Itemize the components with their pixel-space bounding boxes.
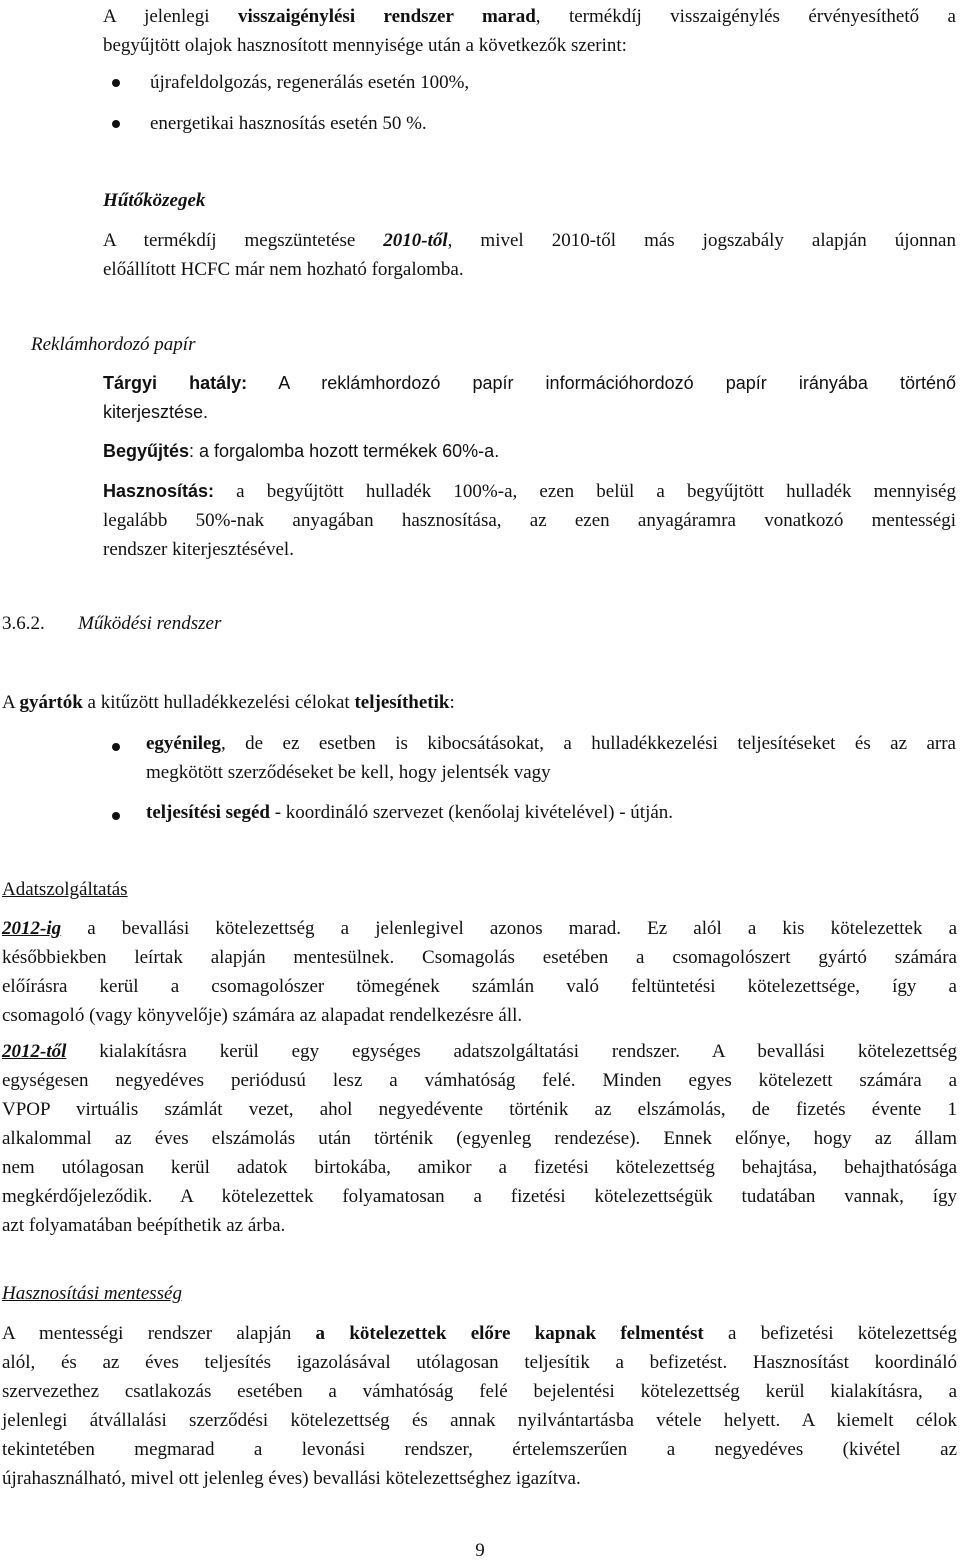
hutokozegek-text-c: , mivel 2010-től más jogszabály alapján újonnan [447,230,956,251]
page-number: 9 [475,1540,485,1561]
adat-text: megkérdőjeleződik. A kötelezettek folyamatosan a fizetési kötelezettségük tudatában vannak, így [2,1186,957,1207]
mentesseg-text: alól, és az éves teljesítés igazolásával utólagosan teljesítik a befizetést. Hasznosítást koordináló [2,1352,957,1373]
bullet-item: energetikai hasznosítás esetén 50 %. [150,113,427,134]
mentesseg-text-a: A mentességi rendszer alapján [2,1323,316,1344]
adat-text: a bevallási kötelezettség a jelenlegivel azonos marad. Ez alól a kis kötelezettek a [61,918,957,939]
gyartok-text-e: : [449,692,455,713]
intro-text-a: A jelenlegi [103,6,238,27]
mentesseg-text: tekintetében megmarad a levonási rendszer, értelemszerűen a negyedéves (kivétel az [2,1439,957,1460]
heading-adatszolgaltatas: Adatszolgáltatás [2,879,128,900]
section-title: Működési rendszer [78,613,222,634]
intro-bold: visszaigénylési rendszer marad [237,6,536,27]
adat-paragraph-2 [2,1037,957,1240]
bullet-item: újrafeldolgozás, regenerálás esetén 100%, [150,72,470,93]
heading-reklamhordozo: Reklámhordozó papír [31,334,196,355]
adat-text: alkalommal az éves elszámolás után történik (egyenleg rendezése). Ennek előnye, hogy az állam [2,1128,957,1149]
begyujtes-line [103,437,499,466]
intro-text-c: , termékdíj visszaigénylés érvényesíthető a [535,6,956,27]
targyi-paragraph [103,369,956,427]
gyartok-bold: gyártók [19,692,83,713]
gyartok-text-c: a kitűzött hulladékkezelési célokat [82,692,355,713]
intro-line2: begyűjtött olajok hasznosított mennyisége után a következők szerint: [103,35,627,56]
bullet-line2: megkötött szerződéseket be kell, hogy jelentsék vagy [146,762,551,783]
gyartok-text-a: A [2,692,20,713]
adat-year-2012tol: 2012-től [2,1041,67,1062]
hasznositas-line3: rendszer kiterjesztésével. [103,539,294,560]
begyujtes-text: : a forgalomba hozott termékek 60%-a. [189,441,500,461]
mentesseg-text-c: a befizetési kötelezettség [703,1323,957,1344]
bullet-text: , de ez esetben is kibocsátásokat, a hulladékkezelési teljesítéseket és az arra [220,733,956,754]
adat-paragraph-1 [2,914,957,1030]
hutokozegek-year: 2010-től [383,230,448,251]
adat-text: azt folyamatában beépíthetik az árba. [2,1215,286,1236]
adat-text: kialakításra kerül egy egységes adatszolgáltatási rendszer. A bevallási kötelezettség [66,1041,957,1062]
adat-text: előírásra kerül a csomagolószer tömegének számlán való feltüntetési kötelezettsége, így a [2,976,957,997]
begyujtes-label: Begyűjtés [103,441,190,461]
gyartok-bold-2: teljesíthetik [354,692,450,713]
adat-text: csomagoló (vagy könyvelője) számára az alapadat rendelkezésre áll. [2,1005,523,1026]
hutokozegek-paragraph [103,226,956,284]
bullet-dot [112,79,120,87]
bullet-dot [112,812,120,820]
bullet-dot [112,120,120,128]
bullet-text: - koordináló szervezet (kenőolaj kivételével) - útján. [269,802,674,823]
hasznositas-line2: legalább 50%-nak anyagában hasznosítása, az ezen anyagáramra vonatkozó mentességi [103,510,956,531]
bullet-teljesitesi [146,798,673,827]
targyi-line2: kiterjesztése. [103,402,209,422]
adat-text: későbbiekben leírtak alapján mentesülnek. Csomagolás esetében a csomagolószert gyártó számára [2,947,957,968]
heading-hasznositasi-mentesseg: Hasznosítási mentesség [2,1283,182,1304]
adat-year-2012ig: 2012-ig [2,918,62,939]
mentesseg-text: jelenlegi átvállalási szerződési kötelezettség és annak nyilvántartásba vétele helyett. A kiemelt célok [2,1410,957,1431]
bullet-dot [112,743,120,751]
hutokozegek-text-a: A termékdíj megszüntetése [103,230,384,251]
gyartok-line [2,688,455,717]
mentesseg-bold: a kötelezettek előre kapnak felmentést [315,1323,704,1344]
adat-text: VPOP virtuális számlát vezet, ahol negyedévente történik az elszámolás, de fizetés évente 1 [2,1099,957,1120]
targyi-label: Tárgyi hatály: [103,373,248,393]
section-number: 3.6.2. [2,613,45,634]
hasznositas-label: Hasznosítás: [103,481,215,501]
mentesseg-text: szervezethez csatlakozás esetében a vámhatóság felé bejelentési kötelezettség kerül kialakításra, a [2,1381,957,1402]
bullet-bold: egyénileg [146,733,221,754]
adat-text: nem utólagosan kerül adatok birtokába, amikor a fizetési kötelezettség behajtása, behajthatósága [2,1157,957,1178]
mentesseg-paragraph [2,1319,957,1493]
hasznositas-paragraph [103,477,956,564]
bullet-egyenileg [146,729,956,787]
hutokozegek-line2: előállított HCFC már nem hozható forgalomba. [103,259,464,280]
bullet-bold: teljesítési segéd [146,802,270,823]
heading-hutokozegek: Hűtőközegek [103,190,206,211]
intro-paragraph [103,2,956,60]
mentesseg-text: újrahasználható, mivel ott jelenleg éves) bevallási kötelezettséghez igazítva. [2,1468,581,1489]
adat-text: egységesen negyedéves periódusú lesz a vámhatóság felé. Minden egyes kötelezett számára a [2,1070,957,1091]
targyi-text: A reklámhordozó papír információhordozó papír irányába történő [247,373,956,393]
hasznositas-text: a begyűjtött hulladék 100%-a, ezen belül a begyűjtött hulladék mennyiség [214,481,956,502]
